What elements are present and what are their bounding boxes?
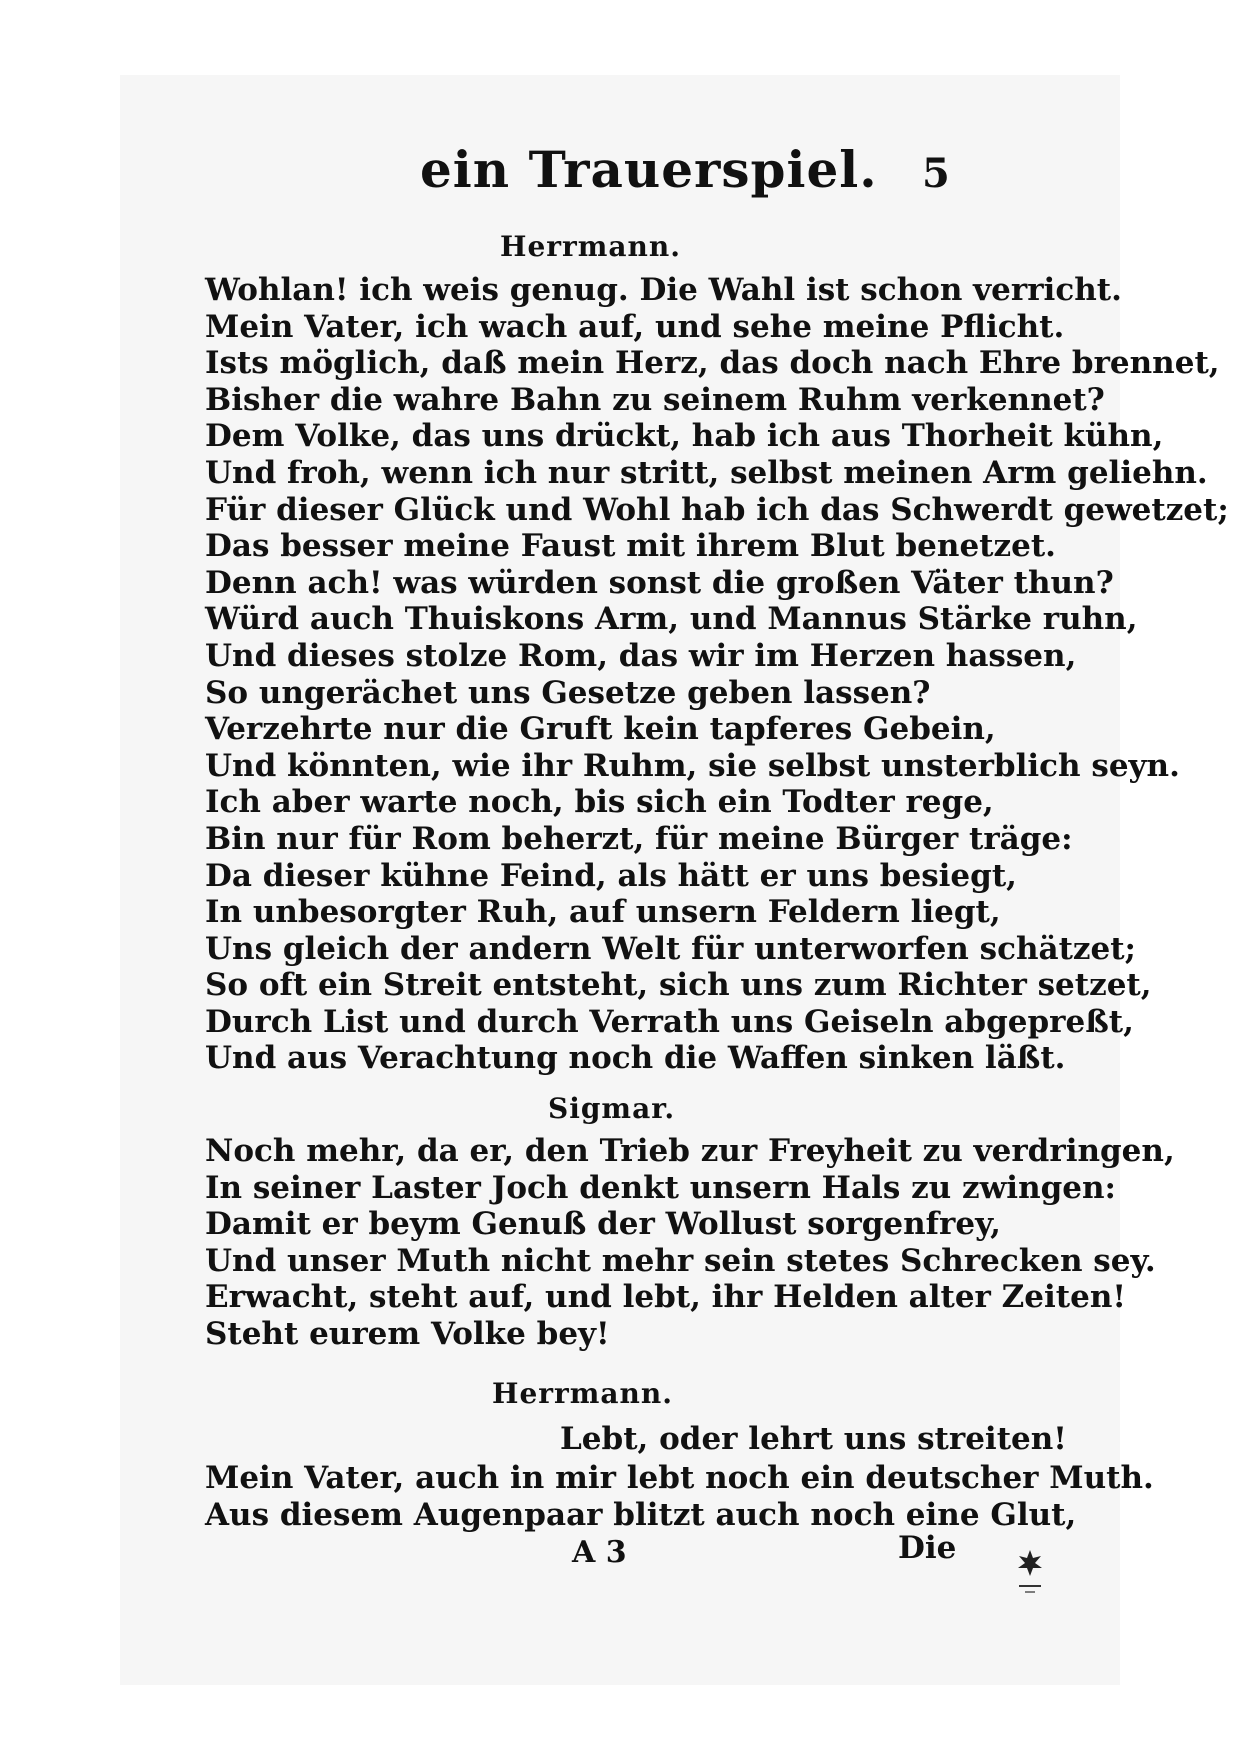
verse-line: Mein Vater, auch in mir lebt noch ein deutscher Muth.	[205, 1460, 1154, 1496]
verse-line: Würd auch Thuiskons Arm, und Mannus Stärke ruhn,	[205, 601, 1138, 638]
verse-line: Bin nur für Rom beherzt, für meine Bürger träge:	[205, 820, 1073, 857]
page-number: 5	[922, 150, 950, 197]
verse-line: So oft ein Streit entsteht, sich uns zum Richter setzet,	[205, 967, 1152, 1004]
catchword: Die	[898, 1530, 957, 1566]
running-title: ein Trauerspiel.	[420, 140, 878, 199]
verse-line: Denn ach! was würden sonst die großen Väter thun?	[205, 564, 1114, 601]
verse-line: Ists möglich, daß mein Herz, das doch nach Ehre brennet,	[205, 345, 1220, 382]
verse-line: Uns gleich der andern Welt für unterworfen schätzet;	[205, 930, 1136, 967]
verse-line: Und könnten, wie ihr Ruhm, sie selbst unsterblich seyn.	[205, 747, 1180, 784]
speaker-name: Herrmann.	[492, 1377, 674, 1410]
verse-line: Da dieser kühne Feind, als hätt er uns besiegt,	[205, 857, 1017, 894]
speaker-name: Herrmann.	[500, 230, 682, 263]
verse-line: In seiner Laster Joch denkt unsern Hals zu zwingen:	[205, 1169, 1116, 1206]
verse-line: Bisher die wahre Bahn zu seinem Ruhm verkennet?	[205, 381, 1105, 418]
verse-line: Aus diesem Augenpaar blitzt auch noch eine Glut,	[205, 1496, 1077, 1533]
verse-line: Und aus Verachtung noch die Waffen sinken läßt.	[205, 1040, 1066, 1077]
verse-line: Noch mehr, da er, den Trieb zur Freyheit zu verdringen,	[205, 1133, 1175, 1169]
speaker-name: Sigmar.	[548, 1092, 676, 1125]
verse-line: Verzehrte nur die Gruft kein tapferes Gebein,	[205, 711, 996, 748]
verse-line: So ungerächet uns Gesetze geben lassen?	[205, 674, 931, 711]
verse-line: Dem Volke, das uns drückt, hab ich aus Thorheit kühn,	[205, 418, 1164, 455]
verse-line: Durch List und durch Verrath uns Geiseln abgepreßt,	[205, 1003, 1134, 1040]
printer-ornament-icon	[1015, 1548, 1045, 1598]
verse-line: Und unser Muth nicht mehr sein stetes Schrecken sey.	[205, 1242, 1156, 1279]
signature-mark: A 3	[572, 1535, 627, 1570]
verse-line: Und dieses stolze Rom, das wir im Herzen hassen,	[205, 637, 1077, 674]
verse-line: In unbesorgter Ruh, auf unsern Feldern liegt,	[205, 894, 1001, 931]
verse-line: Für dieser Glück und Wohl hab ich das Schwerdt gewetzet;	[205, 491, 1229, 528]
verse-block	[205, 272, 1229, 1077]
verse-line: Damit er beym Genuß der Wollust sorgenfrey,	[205, 1206, 1001, 1243]
verse-line: Steht eurem Volke bey!	[205, 1315, 610, 1352]
verse-line: Und froh, wenn ich nur stritt, selbst meinen Arm geliehn.	[205, 454, 1208, 491]
verse-line: Mein Vater, ich wach auf, und sehe meine Pflicht.	[205, 308, 1065, 345]
verse-block	[205, 1133, 1175, 1353]
verse-line: Wohlan! ich weis genug. Die Wahl ist schon verricht.	[205, 272, 1122, 308]
verse-line-indented: Lebt, oder lehrt uns streiten!	[560, 1421, 1067, 1457]
verse-block	[205, 1460, 1154, 1533]
verse-line: Das besser meine Faust mit ihrem Blut benetzet.	[205, 528, 1056, 565]
verse-line: Erwacht, steht auf, und lebt, ihr Helden alter Zeiten!	[205, 1279, 1126, 1316]
verse-line: Ich aber warte noch, bis sich ein Todter rege,	[205, 784, 994, 821]
